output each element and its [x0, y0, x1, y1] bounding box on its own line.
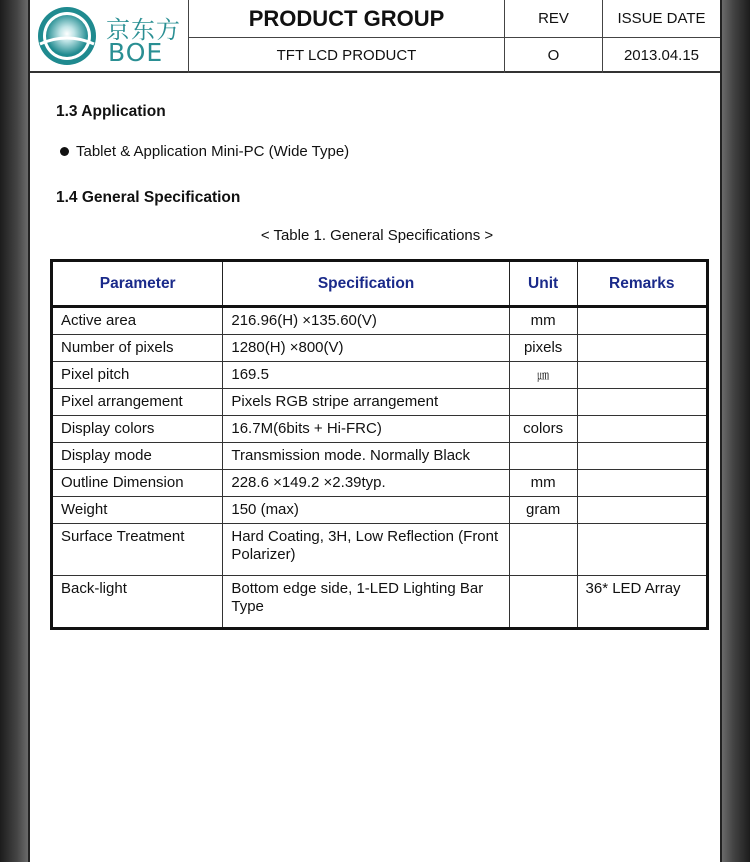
unit-cell: colors: [509, 416, 577, 443]
unit-cell: [509, 524, 577, 576]
remarks-cell: [577, 443, 707, 470]
spec-cell: Bottom edge side, 1-LED Lighting Bar Type: [223, 576, 509, 629]
table-row: [52, 335, 708, 362]
table-row: [52, 497, 708, 524]
product-subtitle: TFT LCD PRODUCT: [276, 47, 417, 64]
boe-logo: [34, 4, 186, 68]
document-page: [28, 0, 722, 862]
remarks-cell: [577, 362, 707, 389]
spec-cell: 228.6 ×149.2 ×2.39typ.: [223, 470, 509, 497]
spec-cell: 216.96(H) ×135.60(V): [223, 307, 509, 335]
spec-cell: 169.5: [223, 362, 509, 389]
column-header-remarks: Remarks: [577, 261, 707, 307]
spec-cell: 150 (max): [223, 497, 509, 524]
table-row: [52, 389, 708, 416]
table-row: [52, 362, 708, 389]
table-row: [52, 524, 708, 576]
remarks-cell: [577, 470, 707, 497]
parameter-cell: Display colors: [52, 416, 223, 443]
parameter-cell: Number of pixels: [52, 335, 223, 362]
remarks-cell: [577, 416, 707, 443]
viewer-right-edge: [722, 0, 750, 862]
unit-cell: [509, 443, 577, 470]
spec-cell: Hard Coating, 3H, Low Reflection (Front Polarizer): [223, 524, 509, 576]
table-row: [52, 443, 708, 470]
unit-cell: pixels: [509, 335, 577, 362]
rev-value: O: [547, 47, 560, 64]
table-header-row: [52, 261, 708, 307]
parameter-cell: Weight: [52, 497, 223, 524]
remarks-cell: 36* LED Array: [577, 576, 707, 629]
unit-cell: [509, 576, 577, 629]
remarks-cell: [577, 307, 707, 335]
table-row: [52, 416, 708, 443]
unit-cell: mm: [509, 307, 577, 335]
table-row: [52, 307, 708, 335]
remarks-cell: [577, 389, 707, 416]
table-caption: < Table 1. General Specifications >: [260, 227, 494, 244]
parameter-cell: Active area: [52, 307, 223, 335]
parameter-cell: Pixel arrangement: [52, 389, 223, 416]
viewer-left-edge: [0, 0, 28, 862]
boe-logo-icon: [34, 4, 100, 68]
parameter-cell: Surface Treatment: [52, 524, 223, 576]
spec-cell: Pixels RGB stripe arrangement: [223, 389, 509, 416]
document-header: [30, 0, 720, 73]
application-bullet: [60, 143, 349, 160]
unit-cell: gram: [509, 497, 577, 524]
parameter-cell: Display mode: [52, 443, 223, 470]
application-heading: 1.3 Application: [56, 103, 166, 120]
application-text: Tablet & Application Mini-PC (Wide Type): [76, 143, 350, 160]
table-row: [52, 576, 708, 629]
issue-date-value: 2013.04.15: [623, 47, 700, 64]
logo-english-text: BOE: [108, 38, 164, 67]
column-header-unit: Unit: [509, 261, 577, 307]
spec-cell: Transmission mode. Normally Black: [223, 443, 509, 470]
column-header-specification: Specification: [223, 261, 509, 307]
unit-cell: mm: [509, 470, 577, 497]
general-spec-table: [50, 259, 709, 630]
spec-cell: 16.7M(6bits + Hi-FRC): [223, 416, 509, 443]
spec-cell: 1280(H) ×800(V): [223, 335, 509, 362]
issue-date-label: ISSUE DATE: [617, 10, 706, 27]
parameter-cell: Pixel pitch: [52, 362, 223, 389]
rev-label: REV: [538, 10, 569, 27]
product-group-title: PRODUCT GROUP: [248, 5, 445, 31]
table-row: [52, 470, 708, 497]
remarks-cell: [577, 524, 707, 576]
unit-cell: ㎛: [509, 362, 577, 389]
remarks-cell: [577, 497, 707, 524]
parameter-cell: Outline Dimension: [52, 470, 223, 497]
general-spec-heading: 1.4 General Specification: [56, 189, 241, 206]
logo-chinese-text: 京东方: [106, 16, 181, 44]
remarks-cell: [577, 335, 707, 362]
parameter-cell: Back-light: [52, 576, 223, 629]
unit-cell: [509, 389, 577, 416]
column-header-parameter: Parameter: [52, 261, 223, 307]
bullet-icon: [60, 147, 69, 156]
